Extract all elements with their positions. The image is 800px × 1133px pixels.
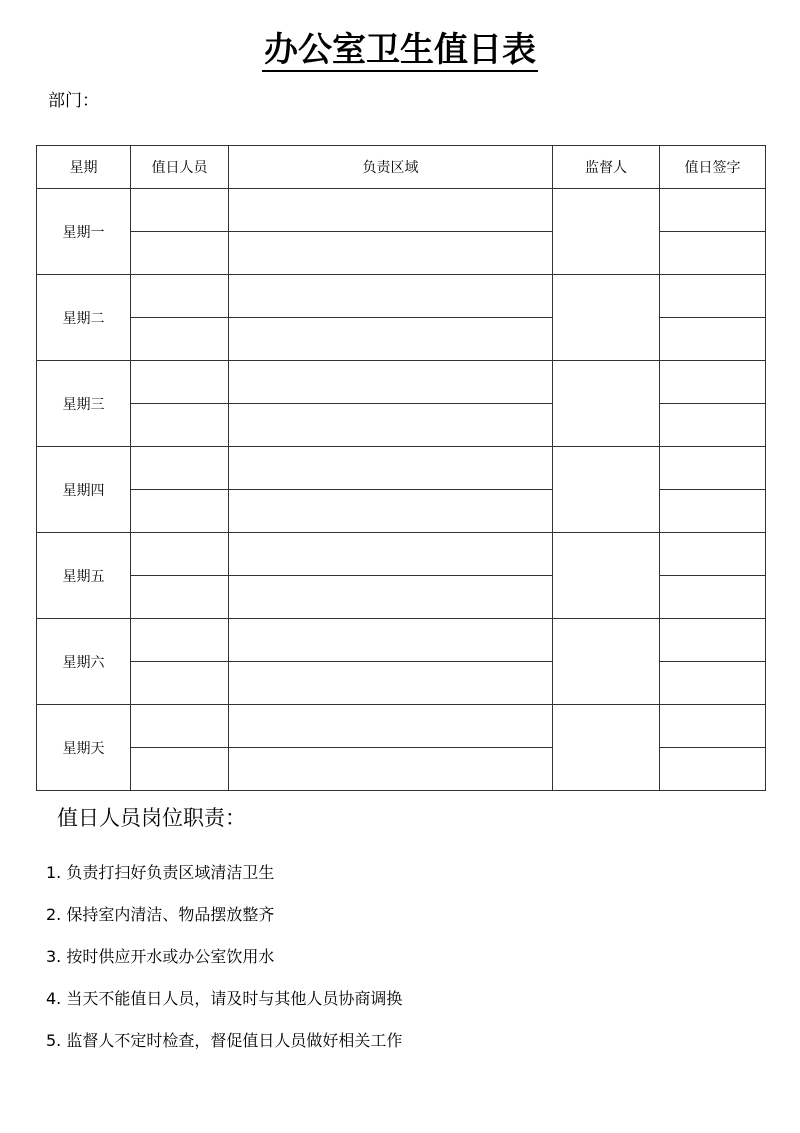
list-item: 5. 监督人不定时检查，督促值日人员做好相关工作: [46, 1031, 403, 1050]
signature-cell[interactable]: [660, 447, 766, 490]
area-cell[interactable]: [229, 748, 553, 791]
header-signature: 值日签字: [660, 146, 766, 189]
duty-person-cell[interactable]: [131, 361, 229, 404]
duty-person-cell[interactable]: [131, 318, 229, 361]
duty-person-cell[interactable]: [131, 275, 229, 318]
signature-cell[interactable]: [660, 404, 766, 447]
day-cell-wednesday: 星期三: [37, 361, 131, 447]
area-cell[interactable]: [229, 232, 553, 275]
department-label: 部门：: [48, 91, 99, 111]
area-cell[interactable]: [229, 404, 553, 447]
day-cell-sunday: 星期天: [37, 705, 131, 791]
signature-cell[interactable]: [660, 748, 766, 791]
signature-cell[interactable]: [660, 318, 766, 361]
duty-person-cell[interactable]: [131, 232, 229, 275]
signature-cell[interactable]: [660, 232, 766, 275]
responsibilities-list: [46, 852, 402, 1062]
list-item: 1. 负责打扫好负责区域清洁卫生: [46, 863, 275, 882]
day-cell-saturday: 星期六: [37, 619, 131, 705]
header-weekday: 星期: [37, 146, 131, 189]
duty-person-cell[interactable]: [131, 447, 229, 490]
table-row-saturday-a: [37, 619, 766, 662]
list-item: 3. 按时供应开水或办公室饮用水: [46, 947, 275, 966]
day-cell-tuesday: 星期二: [37, 275, 131, 361]
supervisor-cell[interactable]: [553, 533, 660, 619]
area-cell[interactable]: [229, 490, 553, 533]
signature-cell[interactable]: [660, 619, 766, 662]
supervisor-cell[interactable]: [553, 275, 660, 361]
area-cell[interactable]: [229, 533, 553, 576]
responsibilities-heading: 值日人员岗位职责：: [57, 806, 246, 830]
area-cell[interactable]: [229, 361, 553, 404]
duty-person-cell[interactable]: [131, 662, 229, 705]
list-item: 4. 当天不能值日人员，请及时与其他人员协商调换: [46, 989, 403, 1008]
supervisor-cell[interactable]: [553, 705, 660, 791]
duty-person-cell[interactable]: [131, 576, 229, 619]
table-row-tuesday-a: [37, 275, 766, 318]
duty-person-cell[interactable]: [131, 404, 229, 447]
signature-cell[interactable]: [660, 361, 766, 404]
duty-table: [36, 145, 766, 791]
page-title: [0, 26, 800, 74]
day-cell-monday: 星期一: [37, 189, 131, 275]
supervisor-cell[interactable]: [553, 189, 660, 275]
area-cell[interactable]: [229, 619, 553, 662]
duty-person-cell[interactable]: [131, 490, 229, 533]
signature-cell[interactable]: [660, 576, 766, 619]
page-title-text: 办公室卫生值日表: [264, 30, 536, 70]
supervisor-cell[interactable]: [553, 361, 660, 447]
header-duty-person: 值日人员: [131, 146, 229, 189]
duty-person-cell[interactable]: [131, 619, 229, 662]
area-cell[interactable]: [229, 318, 553, 361]
duty-person-cell[interactable]: [131, 705, 229, 748]
table-row-monday-a: [37, 189, 766, 232]
day-cell-thursday: 星期四: [37, 447, 131, 533]
list-item: 2. 保持室内清洁、物品摆放整齐: [46, 905, 275, 924]
table-row-thursday-a: [37, 447, 766, 490]
area-cell[interactable]: [229, 705, 553, 748]
signature-cell[interactable]: [660, 533, 766, 576]
area-cell[interactable]: [229, 662, 553, 705]
supervisor-cell[interactable]: [553, 619, 660, 705]
area-cell[interactable]: [229, 576, 553, 619]
area-cell[interactable]: [229, 447, 553, 490]
duty-person-cell[interactable]: [131, 189, 229, 232]
duty-person-cell[interactable]: [131, 748, 229, 791]
area-cell[interactable]: [229, 189, 553, 232]
table-header-row: [37, 146, 766, 189]
supervisor-cell[interactable]: [553, 447, 660, 533]
duty-person-cell[interactable]: [131, 533, 229, 576]
area-cell[interactable]: [229, 275, 553, 318]
header-supervisor: 监督人: [553, 146, 660, 189]
signature-cell[interactable]: [660, 189, 766, 232]
table-row-friday-a: [37, 533, 766, 576]
header-area: 负责区域: [229, 146, 553, 189]
table-row-wednesday-a: [37, 361, 766, 404]
signature-cell[interactable]: [660, 490, 766, 533]
table-row-sunday-a: [37, 705, 766, 748]
day-cell-friday: 星期五: [37, 533, 131, 619]
signature-cell[interactable]: [660, 662, 766, 705]
signature-cell[interactable]: [660, 275, 766, 318]
signature-cell[interactable]: [660, 705, 766, 748]
